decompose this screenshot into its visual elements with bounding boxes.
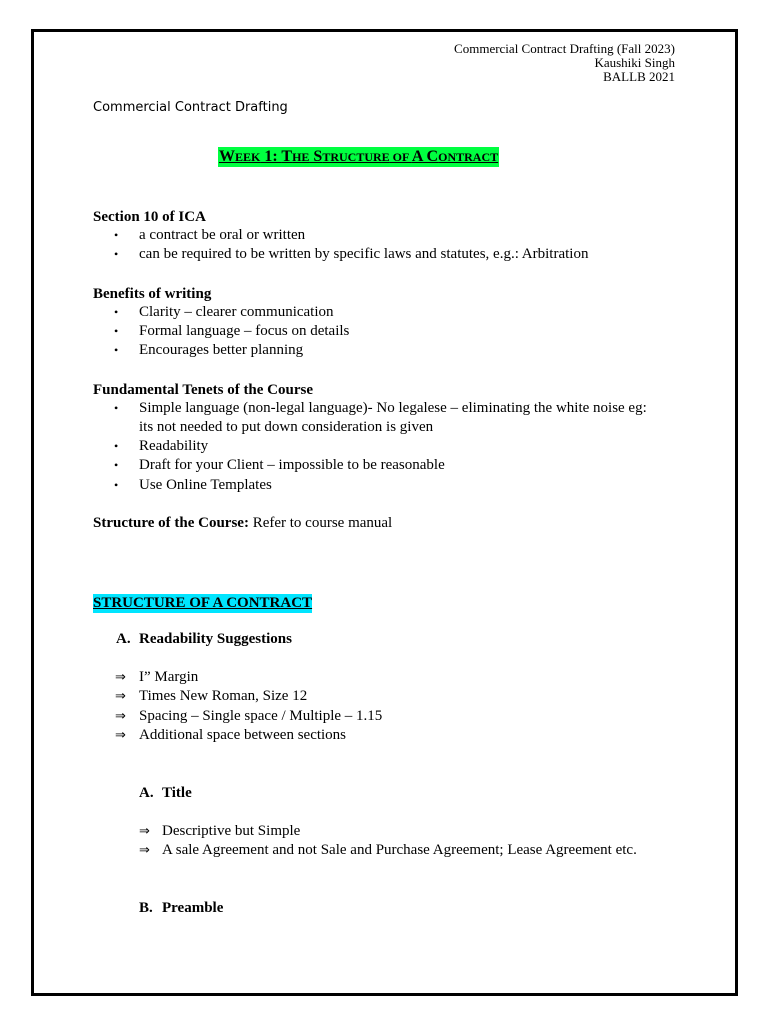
list-marker: A. — [139, 785, 154, 801]
structure-of-course-line — [93, 515, 392, 532]
list-item: Descriptive but Simple — [162, 823, 301, 839]
list-item: Additional space between sections — [139, 727, 347, 743]
document-header — [454, 42, 675, 84]
bullet-icon: • — [114, 228, 119, 242]
week-title-part: S — [309, 148, 323, 165]
week-title — [218, 147, 499, 167]
header-course: Commercial Contract Drafting (Fall 2023) — [454, 41, 675, 56]
section-heading: Section 10 of ICA — [93, 209, 206, 225]
list-item: Readability — [139, 438, 209, 454]
bullet-icon: • — [114, 247, 119, 261]
week-title-part: HE — [292, 150, 310, 164]
structure-of-course-label: Structure of the Course: — [93, 515, 249, 531]
week-title-part: ONTRACT — [438, 150, 499, 164]
list-item: A sale Agreement and not Sale and Purchase Agreement; Lease Agreement etc. — [162, 842, 637, 858]
arrow-icon: ⇒ — [115, 728, 126, 743]
list-item: Encourages better planning — [139, 342, 304, 358]
list-item: Spacing – Single space / Multiple – 1.15 — [139, 708, 383, 724]
bullet-icon: • — [114, 324, 119, 338]
list-item: a contract be oral or written — [139, 227, 306, 243]
document-label: Commercial Contract Drafting — [93, 100, 288, 115]
week-title-part: OF — [389, 150, 412, 164]
list-marker: A. — [116, 631, 131, 647]
subsection-heading: Readability Suggestions — [139, 631, 292, 647]
subsection-heading: Title — [162, 785, 192, 801]
arrow-icon: ⇒ — [115, 689, 126, 704]
list-item: Use Online Templates — [139, 477, 272, 493]
section-heading: Fundamental Tenets of the Course — [93, 382, 314, 398]
list-item: can be required to be written by specific laws and statutes, e.g.: Arbitration — [139, 246, 589, 262]
list-item: Draft for your Client – impossible to be reasonable — [139, 457, 445, 473]
week-title-part: EEK — [235, 150, 261, 164]
subsection-heading: Preamble — [162, 900, 224, 916]
bullet-icon: • — [114, 305, 119, 319]
list-item: Simple language (non-legal language)- No legalese – eliminating the white noise eg: — [139, 400, 647, 416]
bullet-icon: • — [114, 458, 119, 472]
week-title-part: C — [422, 148, 439, 165]
list-item: Times New Roman, Size 12 — [139, 688, 308, 704]
list-item: Formal language – focus on details — [139, 323, 350, 339]
structure-title: STRUCTURE OF A CONTRACT — [93, 595, 313, 611]
week-title-part: 1: — [260, 148, 282, 165]
arrow-icon: ⇒ — [139, 843, 150, 858]
arrow-icon: ⇒ — [115, 670, 126, 685]
structure-of-course-text: Refer to course manual — [248, 515, 393, 531]
list-item: I” Margin — [139, 669, 199, 685]
list-marker: B. — [139, 900, 153, 916]
week-title-part: T — [281, 148, 293, 165]
week-title-part: TRUCTURE — [322, 150, 390, 164]
header-batch: BALLB 2021 — [603, 69, 675, 84]
bullet-icon: • — [114, 478, 119, 492]
bullet-icon: • — [114, 343, 119, 357]
week-title-part: A — [411, 148, 423, 165]
arrow-icon: ⇒ — [115, 709, 126, 724]
week-title-part: W — [219, 148, 235, 165]
header-author: Kaushiki Singh — [594, 55, 675, 70]
section-heading: Benefits of writing — [93, 286, 212, 302]
arrow-icon: ⇒ — [139, 824, 150, 839]
list-item-continuation: its not needed to put down consideration is given — [139, 419, 434, 435]
list-item: Clarity – clearer communication — [139, 304, 334, 320]
bullet-icon: • — [114, 439, 119, 453]
bullet-icon: • — [114, 401, 119, 415]
